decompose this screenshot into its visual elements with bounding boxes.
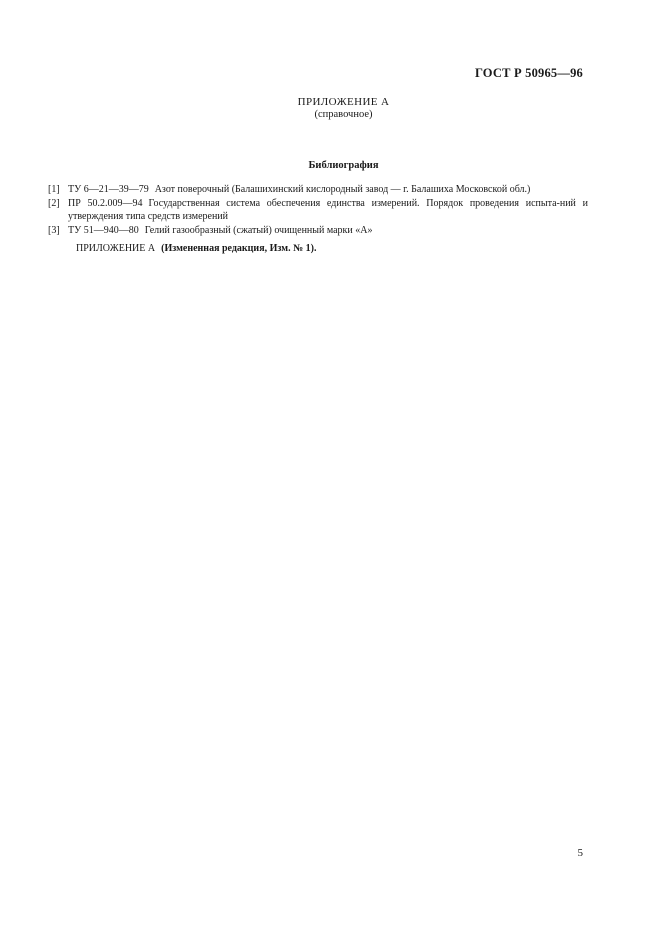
appendix-subtitle: (справочное) [314,109,373,120]
bibliography-entry-number: [2] [48,198,60,209]
appendix-title: ПРИЛОЖЕНИЕ А [297,96,390,108]
bibliography-entry-text [68,224,588,237]
page-number: 5 [577,847,583,859]
bibliography-entry-text [68,197,588,223]
bibliography-entry-description: Гелий газообразный (сжатый) очищенный марки «А» [144,225,373,236]
bibliography-entry [48,224,588,237]
amendment-label: ПРИЛОЖЕНИЕ А [76,243,156,254]
bibliography-entry-description: Государственная система обеспечения единства измерений. Порядок проведения испыта-ний и утверждения типа средств измерений [68,198,588,222]
bibliography-entry-ref: ТУ 6—21—39—79 [68,184,149,195]
bibliography-entry-description: Азот поверочный (Балашихинский кислородный завод — г. Балашиха Московской обл.) [154,184,531,195]
bibliography-entry-number: [1] [48,184,60,195]
bibliography-entry-number: [3] [48,225,60,236]
bibliography-heading: Библиография [308,160,379,171]
amendment-text: (Измененная редакция, Изм. № 1). [161,243,317,254]
bibliography-entry-ref: ПР 50.2.009—94 [68,198,143,209]
amendment-note [76,243,316,254]
bibliography-entry [48,183,588,196]
document-code: ГОСТ Р 50965—96 [474,66,583,80]
bibliography-entry-text [68,183,588,196]
bibliography-list [48,183,588,238]
bibliography-entry [48,197,588,223]
bibliography-entry-ref: ТУ 51—940—80 [68,225,139,236]
